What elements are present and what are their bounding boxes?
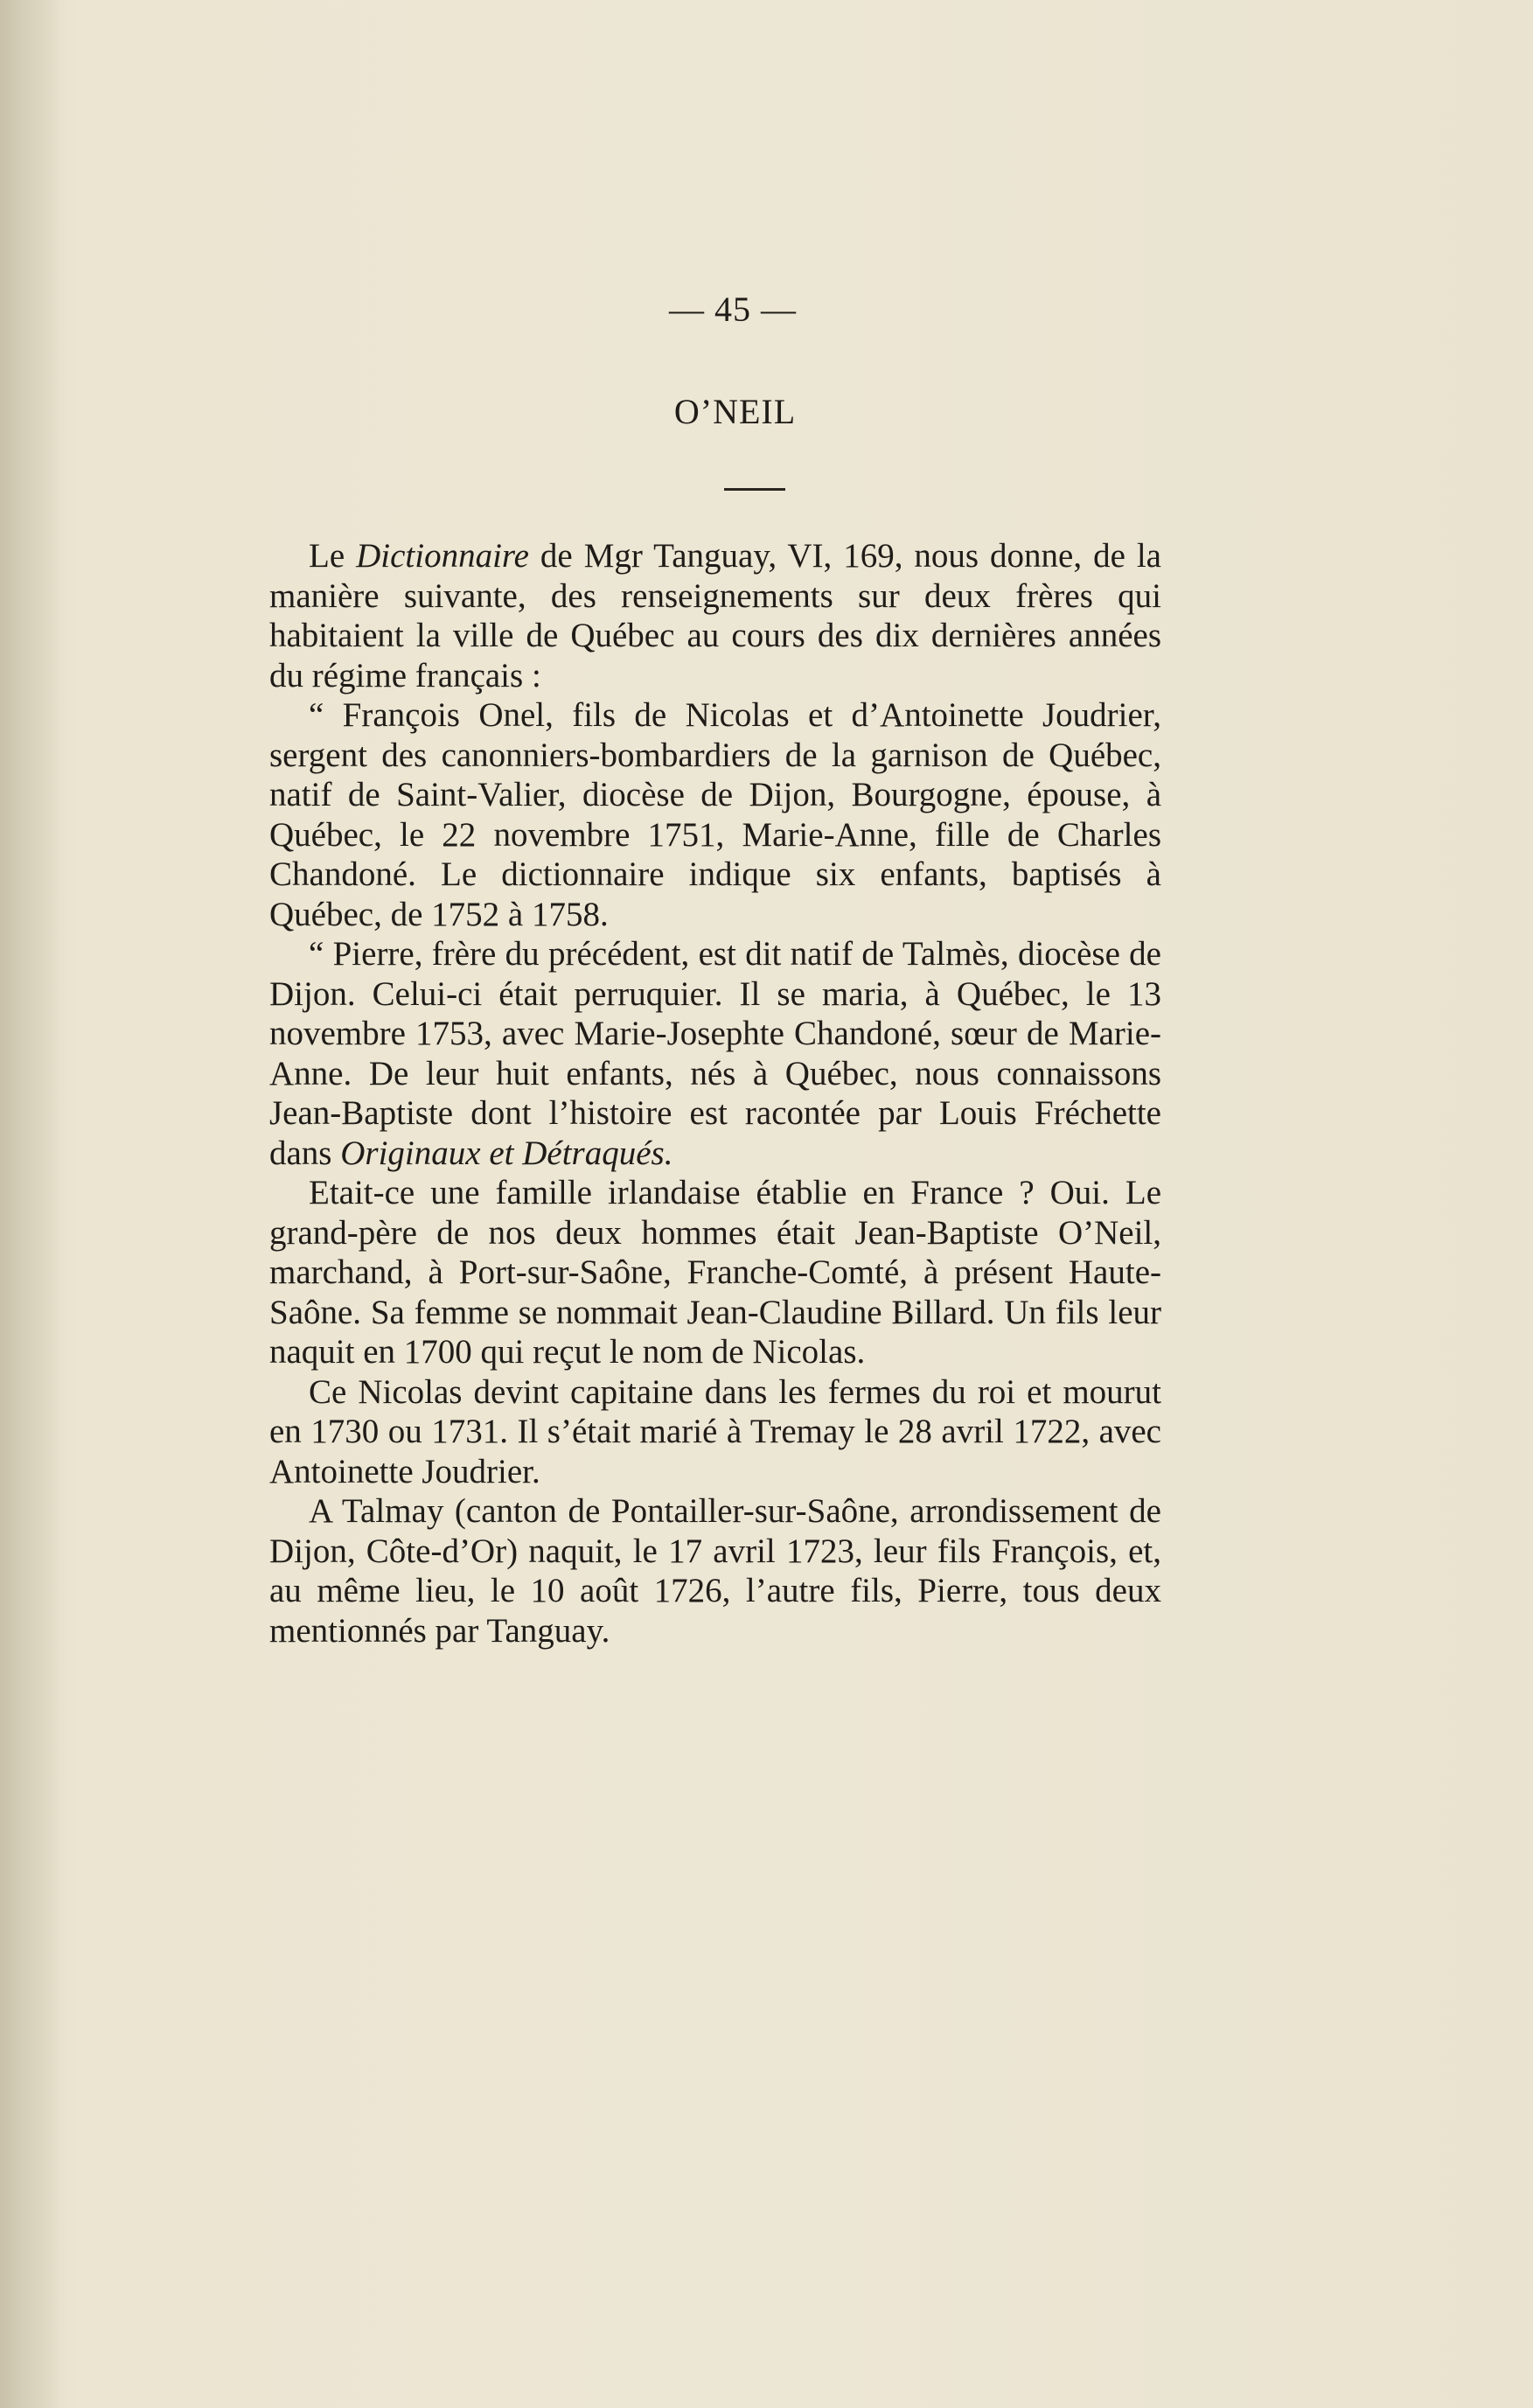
paragraph-text: Ce Nicolas devint capitaine dans les fermes du roi et mourut en 1730 ou 1731. Il s’était marié à Tremay le 28 avril 1722, avec Antoinette Joudrier.	[269, 1372, 1161, 1490]
paragraph-text: Etait-ce une famille irlandaise établie en France ? Oui. Le grand-père de nos deux hommes était Jean-Baptiste O’Neil, marchand, à Port-sur-Saône, Franche-Comté, à présent Haute-Saône. Sa femme se nommait Jean-Claudine Billard. Un fils leur naquit en 1700 qui reçut le nom de Nicolas.	[269, 1174, 1161, 1371]
binding-shadow	[0, 0, 61, 2408]
paragraph-text: “ François Onel, fils de Nicolas et d’Antoinette Joudrier, sergent des canonniers-bombardiers de la garnison de Québec, natif de Saint-Valier, diocèse de Dijon, Bourgogne, épouse, à Québec, le 22 novembre 1751, Marie-Anne, fille de Charles Chandoné. Le dictionnaire indique six enfants, baptisés à Québec, de 1752 à 1758.	[269, 696, 1161, 933]
paragraph-italic-text: Originaux et Détraqués.	[340, 1134, 673, 1172]
page-content	[269, 289, 1161, 1651]
paragraph-italic-text: Dictionnaire	[356, 537, 529, 575]
paragraph-text: Le	[309, 537, 357, 575]
paragraph	[269, 1173, 1161, 1372]
paragraph-text: A Talmay (canton de Pontailler-sur-Saône, arrondissement de Dijon, Côte-d’Or) naquit, le 17 avril 1723, leur fils François, et, au même lieu, le 10 août 1726, l’autre fils, Pierre, tous deux mentionnés par Tanguay.	[269, 1492, 1161, 1650]
body-text	[269, 536, 1161, 1651]
chapter-title: O’NEIL	[673, 392, 797, 431]
paragraph-text: “ Pierre, frère du précédent, est dit natif de Talmès, diocèse de Dijon. Celui-ci était perruquier. Il se maria, à Québec, le 13 novembre 1753, avec Marie-Josephte Chandoné, sœur de Marie-Anne. De leur huit enfants, nés à Québec, nous connaissons Jean-Baptiste dont l’histoire est racontée par Louis Fréchette dans	[269, 935, 1161, 1172]
paragraph	[269, 536, 1161, 695]
paragraph	[269, 695, 1161, 934]
page-number: — 45 —	[669, 290, 797, 329]
paragraph-text: de Mgr Tanguay, VI, 169, nous donne, de la manière suivante, des renseignements sur deux frères qui habitaient la ville de Québec au cours des dix dernières années du régime français :	[269, 537, 1161, 694]
paragraph	[269, 1372, 1161, 1492]
paragraph	[269, 934, 1161, 1173]
paragraph	[269, 1491, 1161, 1651]
title-rule	[724, 488, 785, 491]
